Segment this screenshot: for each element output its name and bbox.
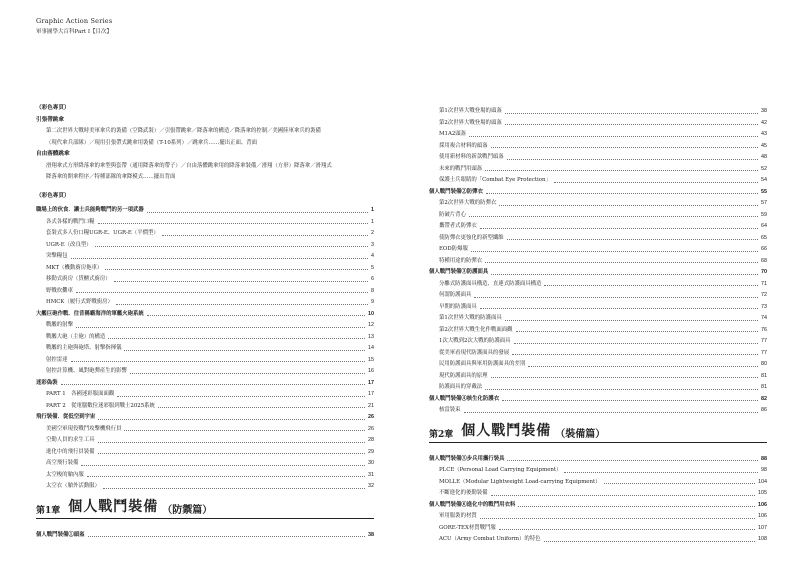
- leader-dots: [502, 400, 758, 401]
- toc-entry[interactable]: [429, 161, 767, 173]
- toc-entry-page: 5: [371, 264, 374, 271]
- book-subtitle: 軍事圖學大百科Part I【目次】: [36, 29, 112, 35]
- toc-entry-page: 21: [368, 402, 374, 409]
- toc-entry-label: PLCE（Personal Load Carrying Equipment）: [439, 467, 562, 474]
- leader-dots: [114, 281, 368, 282]
- toc-entry-page: 98: [761, 467, 767, 474]
- leader-dots: [505, 113, 758, 114]
- toc-entry-page: 2: [371, 230, 374, 237]
- toc-entry-page: 57: [761, 200, 767, 207]
- toc-entry[interactable]: [429, 310, 767, 322]
- leader-dots: [147, 315, 365, 316]
- toc-entry-page: 4: [371, 253, 374, 260]
- toc-entry[interactable]: [429, 520, 767, 532]
- toc-entry[interactable]: [429, 322, 767, 334]
- toc-entry-page: 88: [761, 455, 767, 462]
- toc-entry-page: 1: [371, 207, 374, 214]
- toc-entry-label: 個人戰鬥裝備②防彈衣: [429, 188, 483, 195]
- leader-dots: [554, 182, 758, 183]
- leader-dots: [486, 193, 758, 194]
- toc-entry-label: 移動式廚房（貨櫃式廚房）: [46, 276, 111, 283]
- toc-right-column: [429, 103, 767, 543]
- leader-dots: [507, 460, 758, 461]
- toc-entry[interactable]: [36, 214, 374, 226]
- color-section-title: （彩色專頁）: [36, 192, 70, 199]
- leader-dots: [505, 320, 758, 321]
- toc-entry[interactable]: [36, 294, 374, 306]
- toc-entry-label: 第1次世界大戰的防護面具: [439, 315, 502, 322]
- toc-entry-page: 71: [761, 280, 767, 287]
- leader-dots: [499, 205, 758, 206]
- toc-entry[interactable]: [36, 237, 374, 249]
- toc-paragraph: 滑翔傘式方形降落傘的傘型與套帶（通用降落傘的帶子）／自由落體跳傘用的降落傘裝備／滑翔（方形）降落傘／滑翔式: [46, 162, 332, 169]
- toc-entry[interactable]: [429, 230, 767, 242]
- toc-entry-page: 81: [761, 372, 767, 379]
- leader-dots: [474, 297, 758, 298]
- toc-section-entry[interactable]: [429, 451, 767, 463]
- toc-entry-page: 80: [761, 361, 767, 368]
- toc-entry[interactable]: [429, 149, 767, 161]
- toc-entry[interactable]: [429, 276, 767, 288]
- toc-entry-page: 1: [371, 218, 374, 225]
- toc-entry-label: 太空梭的艙內服: [46, 471, 84, 478]
- toc-entry-page: 66: [761, 246, 767, 253]
- leader-dots: [604, 483, 755, 484]
- toc-entry-page: 82: [761, 395, 767, 402]
- toc-entry-label: PART 1 各國迷彩服面面觀: [46, 391, 115, 398]
- toc-left-column: [36, 103, 374, 538]
- chapter-number: 第1章: [36, 505, 61, 516]
- toc-entry-label: 防破片背心: [439, 211, 466, 218]
- leader-dots: [76, 327, 365, 328]
- toc-section-entry[interactable]: [429, 184, 767, 196]
- leader-dots: [491, 274, 758, 275]
- leader-dots: [147, 212, 368, 213]
- leader-dots: [103, 488, 365, 489]
- toc-entry[interactable]: [429, 333, 767, 345]
- toc-entry[interactable]: [36, 363, 374, 375]
- leader-dots: [124, 350, 365, 351]
- leader-dots: [480, 518, 755, 519]
- leader-dots: [464, 412, 758, 413]
- leader-dots: [491, 377, 758, 378]
- section-heading: 引張帶跳傘: [36, 116, 64, 123]
- toc-section-entry[interactable]: [36, 409, 374, 421]
- toc-entry-page: 70: [761, 269, 767, 276]
- toc-entry[interactable]: [429, 462, 767, 474]
- toc-entry-page: 105: [758, 490, 767, 497]
- toc-entry[interactable]: [429, 531, 767, 543]
- toc-entry-page: 77: [761, 349, 767, 356]
- leader-dots: [98, 453, 365, 454]
- leader-dots: [516, 331, 758, 332]
- toc-entry-page: 3: [371, 241, 374, 248]
- toc-entry-page: 55: [761, 188, 767, 195]
- toc-entry[interactable]: [429, 241, 767, 253]
- chapter-title: 個人戰鬥裝備: [68, 498, 159, 515]
- leader-dots: [491, 495, 755, 496]
- toc-entry[interactable]: [429, 299, 767, 311]
- toc-entry-label: 戰艦大砲（主砲）的構造: [46, 333, 106, 340]
- toc-entry-label: 軍用服裝的材質: [439, 513, 477, 520]
- toc-entry-label: 個人戰鬥裝備③防護面具: [429, 269, 489, 276]
- toc-entry[interactable]: [36, 248, 374, 260]
- leader-dots: [499, 529, 755, 530]
- toc-entry-page: 59: [761, 211, 767, 218]
- toc-entry-label: 使用新材料的新款戰鬥頭盔: [439, 154, 504, 161]
- toc-entry[interactable]: [36, 225, 374, 237]
- leader-dots: [491, 147, 758, 148]
- toc-entry-page: 64: [761, 223, 767, 230]
- toc-entry-label: 早期的防護面具: [439, 303, 477, 310]
- toc-section-entry[interactable]: [36, 306, 374, 318]
- toc-entry-label: 迷彩偽裝: [36, 379, 58, 386]
- toc-entry[interactable]: [429, 218, 767, 230]
- toc-entry-label: 民用防護面具與軍用防護面具的差別: [439, 361, 526, 368]
- toc-entry-page: 28: [368, 437, 374, 444]
- toc-entry-label: 太空衣（艙外活動服）: [46, 483, 100, 490]
- leader-dots: [469, 216, 758, 217]
- toc-entry[interactable]: [36, 467, 374, 479]
- toc-entry-label: MKT（機動廚房拖車）: [46, 264, 103, 271]
- leader-dots: [507, 239, 758, 240]
- toc-entry[interactable]: [429, 103, 767, 115]
- leader-dots: [162, 235, 368, 236]
- toc-entry-label: PART 2 從電腦數位迷彩服到戰士2025系統: [46, 402, 155, 409]
- toc-entry-label: ACU（Army Combat Uniform）的特色: [439, 536, 541, 543]
- toc-entry-label: 個人戰鬥裝備⑤步兵用攜行裝具: [429, 455, 505, 462]
- toc-entry[interactable]: [36, 421, 374, 433]
- toc-entry[interactable]: [429, 485, 767, 497]
- toc-entry[interactable]: [429, 287, 767, 299]
- toc-entry-page: 42: [761, 119, 767, 126]
- toc-entry[interactable]: [429, 368, 767, 380]
- toc-entry[interactable]: [429, 115, 767, 127]
- toc-entry[interactable]: [429, 379, 767, 391]
- toc-entry-page: 15: [368, 356, 374, 363]
- toc-entry-label: 何謂防護面具: [439, 292, 472, 299]
- toc-entry-label: 特種用途的防彈衣: [439, 257, 483, 264]
- leader-dots: [98, 223, 368, 224]
- toc-entry[interactable]: [429, 253, 767, 265]
- toc-entry-page: 26: [368, 414, 374, 421]
- toc-entry-label: M1A2頭盔: [439, 131, 467, 138]
- toc-entry-label: 大艦巨砲作戰．往昔稱霸海洋的軍艦火砲系統: [36, 310, 144, 317]
- toc-entry-label: 射控計算機、風對砲彈產生的影響: [46, 368, 127, 375]
- toc-entry-label: 空勤人員的求生工具: [46, 437, 95, 444]
- leader-dots: [71, 258, 368, 259]
- toc-entry-page: 65: [761, 234, 767, 241]
- leader-dots: [469, 136, 758, 137]
- leader-dots: [528, 366, 758, 367]
- leader-dots: [544, 285, 758, 286]
- toc-entry-label: 採用複合材料的頭盔: [439, 142, 488, 149]
- section-heading: 自由落體跳傘: [36, 151, 70, 157]
- toc-entry-label: MOLLE（Modular Lightweight Load-carrying Equipment）: [439, 478, 601, 485]
- toc-entry-page: 52: [761, 165, 767, 172]
- toc-entry-page: 86: [761, 407, 767, 414]
- toc-entry[interactable]: [429, 402, 767, 414]
- toc-entry-label: 第1次世界大戰登場的頭盔: [439, 108, 502, 115]
- toc-entry-page: 106: [758, 501, 767, 508]
- toc-entry-label: UGR-E（改良型）: [46, 241, 92, 248]
- toc-entry[interactable]: [36, 271, 374, 283]
- toc-entry-label: 第2次世界大戰登場的頭盔: [439, 119, 502, 126]
- toc-entry-page: 31: [368, 471, 374, 478]
- leader-dots: [95, 246, 368, 247]
- toc-entry[interactable]: [36, 527, 374, 539]
- toc-entry-label: 野戰炊爨車: [46, 287, 73, 294]
- leader-dots: [71, 361, 365, 362]
- toc-entry-label: HMCK（履行式野戰廚房）: [46, 299, 113, 306]
- toc-paragraph: 降落傘的開傘程序／特種部隊的傘降模式……擺出背面: [46, 174, 176, 180]
- toc-entry[interactable]: [429, 508, 767, 520]
- toc-entry-label: GORE-TEX材質戰鬥服: [439, 524, 496, 531]
- toc-entry-label: 個人戰鬥裝備④核生化防護衣: [429, 395, 500, 402]
- toc-entry-page: 81: [761, 384, 767, 391]
- toc-entry[interactable]: [36, 317, 374, 329]
- leader-dots: [564, 472, 758, 473]
- toc-entry-label: 進化中的飛行員裝備: [46, 448, 95, 455]
- leader-dots: [117, 396, 365, 397]
- leader-dots: [485, 389, 758, 390]
- toc-entry[interactable]: [36, 352, 374, 364]
- leader-dots: [130, 373, 365, 374]
- toc-entry-page: 9: [371, 299, 374, 306]
- toc-entry[interactable]: [36, 444, 374, 456]
- toc-entry-label: 飛行裝備．從低空到宇宙: [36, 414, 96, 421]
- toc-entry-page: 68: [761, 257, 767, 264]
- toc-entry[interactable]: [36, 432, 374, 444]
- toc-entry-page: 106: [758, 513, 767, 520]
- leader-dots: [87, 476, 365, 477]
- toc-entry[interactable]: [429, 126, 767, 138]
- toc-entry-label: 職場上的伙食．讓士兵能夠戰鬥的另一項武器: [36, 207, 144, 214]
- leader-dots: [518, 506, 755, 507]
- toc-entry-page: 104: [758, 478, 767, 485]
- toc-entry-label: EOD防爆服: [439, 246, 468, 253]
- toc-entry-label: 未來的戰鬥用頭盔: [439, 165, 483, 172]
- toc-entry-page: 73: [761, 303, 767, 310]
- leader-dots: [471, 251, 758, 252]
- leader-dots: [505, 124, 758, 125]
- toc-entry-label: 1次大戰到2次大戰的防護面具: [439, 338, 511, 345]
- toc-entry-page: 16: [368, 368, 374, 375]
- leader-dots: [514, 343, 758, 344]
- toc-entry[interactable]: [429, 207, 767, 219]
- toc-entry-label: 各式各樣的戰鬥口糧: [46, 218, 95, 225]
- toc-entry[interactable]: [36, 455, 374, 467]
- series-title: Graphic Action Series: [36, 17, 113, 25]
- toc-entry-label: 使防彈衣更強化的新型纖維: [439, 234, 504, 241]
- toc-entry-page: 54: [761, 177, 767, 184]
- toc-entry[interactable]: [36, 260, 374, 272]
- toc-entry-label: 核當裝束: [439, 407, 461, 414]
- toc-paragraph: 第二次世界大戰時美軍傘兵的裝備（空降武裝）／引張帶跳傘／降落傘的構造／降落傘的控制／美國陸軍傘兵的裝備: [46, 128, 321, 134]
- toc-entry[interactable]: [429, 356, 767, 368]
- color-section-title: （彩色專頁）: [36, 105, 70, 111]
- toc-section-entry[interactable]: [429, 391, 767, 403]
- toc-entry-page: 107: [758, 524, 767, 531]
- chapter-heading: [36, 496, 374, 519]
- toc-entries-right-chapter2: [429, 451, 767, 543]
- toc-entry-label: 突擊糧包: [46, 253, 68, 260]
- toc-paragraph: （現代傘兵部隊）／現用引張帶式跳傘用裝備（T-10系列）／跳傘兵……擺出正面、背面: [46, 139, 258, 146]
- toc-entry-page: 45: [761, 142, 767, 149]
- toc-entry-page: 17: [368, 391, 374, 398]
- leader-dots: [512, 354, 758, 355]
- leader-dots: [61, 384, 365, 385]
- toc-entry-page: 12: [368, 322, 374, 329]
- toc-entry-page: 10: [368, 310, 374, 317]
- leader-dots: [98, 419, 365, 420]
- toc-entries-right: [429, 103, 767, 414]
- toc-entry-page: 14: [368, 345, 374, 352]
- toc-section-entry[interactable]: [429, 497, 767, 509]
- toc-entries-left: [36, 202, 374, 490]
- chapter-note: （防禦篇）: [162, 504, 213, 516]
- toc-entry-page: 72: [761, 292, 767, 299]
- toc-entry-page: 13: [368, 333, 374, 340]
- toc-entry-page: 38: [368, 531, 374, 538]
- toc-entry-page: 30: [368, 460, 374, 467]
- toc-entry-page: 8: [371, 287, 374, 294]
- toc-entry-page: 108: [758, 536, 767, 543]
- leader-dots: [485, 170, 758, 171]
- leader-dots: [98, 442, 365, 443]
- toc-entry-page: 77: [761, 338, 767, 345]
- leader-dots: [108, 338, 365, 339]
- chapter-note: （裝備篇）: [555, 428, 606, 440]
- toc-entry[interactable]: [36, 283, 374, 295]
- toc-section-entry[interactable]: [429, 264, 767, 276]
- toc-entry-page: 38: [761, 108, 767, 115]
- toc-entry[interactable]: [36, 386, 374, 398]
- toc-entry[interactable]: [429, 474, 767, 486]
- leader-dots: [105, 269, 368, 270]
- toc-entry-label: 從美軍看現代防護面具的發展: [439, 349, 510, 356]
- leader-dots: [81, 465, 365, 466]
- leader-dots: [480, 308, 758, 309]
- toc-section-entry[interactable]: [36, 375, 374, 387]
- toc-entry[interactable]: [36, 340, 374, 352]
- toc-entry-page: 48: [761, 154, 767, 161]
- chapter-title: 個人戰鬥裝備: [461, 422, 552, 439]
- toc-entry-label: 美國空軍現役戰鬥攻擊機飛行員: [46, 425, 122, 432]
- toc-entry[interactable]: [429, 138, 767, 150]
- toc-entry[interactable]: [429, 345, 767, 357]
- toc-entry-label: 戰艦的射擊: [46, 322, 73, 329]
- leader-dots: [158, 407, 365, 408]
- chapter-number: 第2章: [429, 429, 454, 440]
- leader-dots: [544, 541, 755, 542]
- toc-entry-label: 分離式防護面具構造、直連式防護面具構造: [439, 280, 542, 287]
- toc-entry-page: 29: [368, 448, 374, 455]
- toc-section-entry[interactable]: [36, 202, 374, 214]
- toc-entry-label: 個人戰鬥裝備⑥進化中的戰鬥用衣料: [429, 501, 516, 508]
- toc-entry-label: 防護面具的穿戴法: [439, 384, 483, 391]
- toc-entry[interactable]: [36, 329, 374, 341]
- toc-entry-label: 高空飛行裝備: [46, 460, 79, 467]
- leader-dots: [76, 292, 368, 293]
- toc-entry-label: 射控雷達: [46, 356, 68, 363]
- toc-entry-page: 74: [761, 315, 767, 322]
- toc-entry-label: 第2次世界大戰生化作戰面面觀: [439, 326, 513, 333]
- toc-entry-page: 6: [371, 276, 374, 283]
- leader-dots: [88, 536, 365, 537]
- toc-entry-page: 17: [368, 379, 374, 386]
- toc-entry[interactable]: [429, 172, 767, 184]
- toc-entry-label: 套裝式多人份口糧UGR-E、UGR-E（平價型）: [46, 230, 159, 237]
- leader-dots: [507, 159, 758, 160]
- chapter-heading: [429, 420, 767, 443]
- toc-entry-label: 第2次世界大戰的防彈衣: [439, 200, 497, 207]
- leader-dots: [485, 262, 758, 263]
- toc-entry-label: 攜帶者式防彈衣: [439, 223, 477, 230]
- leader-dots: [124, 430, 365, 431]
- toc-entry[interactable]: [429, 195, 767, 207]
- leader-dots: [116, 304, 368, 305]
- toc-entry-page: 32: [368, 483, 374, 490]
- toc-entry-label: 現代防護面具的原理: [439, 372, 488, 379]
- toc-entry-page: 43: [761, 131, 767, 138]
- toc-entry-label: 戰艦的主砲與砲塔、射擊指揮儀: [46, 345, 122, 352]
- toc-entry-page: 26: [368, 425, 374, 432]
- toc-entry-label: 保護士兵眼睛的「Combat Eye Protection」: [439, 177, 551, 184]
- toc-entry-page: 76: [761, 326, 767, 333]
- toc-entry[interactable]: [36, 398, 374, 410]
- toc-entry-label: 不斷進化的後勤裝備: [439, 490, 488, 497]
- leader-dots: [480, 228, 758, 229]
- toc-entry-label: 個人戰鬥裝備①頭盔: [36, 531, 85, 538]
- toc-entry[interactable]: [36, 478, 374, 490]
